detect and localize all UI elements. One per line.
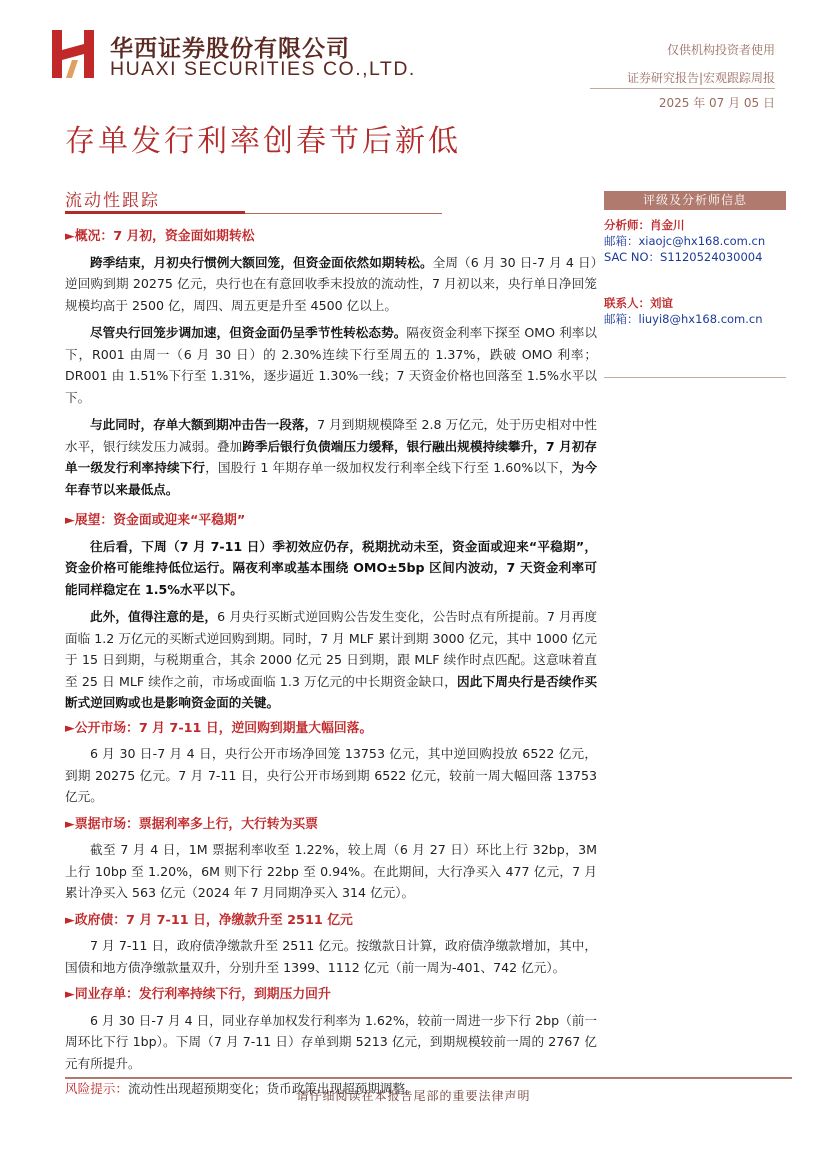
subtitle-rule bbox=[245, 213, 442, 214]
section-title-open-market: ►公开市场：7 月 7-11 日，逆回购到期量大幅回落。 bbox=[65, 720, 373, 736]
paragraph: 6 月 30 日-7 月 4 日，央行公开市场净回笼 13753 亿元，其中逆回购投放 6522 亿元，到期 20275 亿元。7 月 7-11 日，央行公开市场到期 6522 亿元，较前一周大幅回落 13753 亿元。 bbox=[65, 746, 597, 804]
footer-disclaimer: 请仔细阅读在本报告尾部的重要法律声明 bbox=[296, 1089, 531, 1103]
section-title-bill-market: ►票据市场：票据利率多上行，大行转为买票 bbox=[65, 816, 318, 832]
risk-warning: 风险提示：流动性出现超预期变化；货币政策出现超预期调整。 bbox=[65, 1081, 418, 1096]
analyst-email[interactable]: 邮箱：xiaojc@hx168.com.cn bbox=[604, 234, 766, 248]
paragraph: 截至 7 月 4 日，1M 票据利率收至 1.22%，较上周（6 月 27 日）环比上行 32bp，3M 上行 10bp 至 1.20%，6M 则下行 22bp 至 0.94%。在此期间，大行净买入 477 亿元，7 月累计净买入 563 亿元（2024 年 7 月同期净买入 314 亿元）。 bbox=[65, 842, 597, 900]
paragraph: 尽管央行回笼步调加速，但资金面仍呈季节性转松态势。隔夜资金利率下探至 OMO 利率以下，R001 由周一（6 月 30 日）的 2.30%连续下行至周五的 1.37%，跌破 OMO 利率；DR001 由 1.51%下行至 1.31%，逐步逼近 1.30%一线；7 天资金价格也回落至 1.5%水平以下。 bbox=[65, 325, 598, 405]
analyst-name: 分析师：肖金川 bbox=[604, 218, 685, 232]
section-title-outlook: ►展望：资金面或迎来“平稳期” bbox=[65, 513, 246, 528]
report-body bbox=[65, 226, 597, 1100]
contact-email[interactable]: 邮箱：liuyi8@hx168.com.cn bbox=[604, 312, 763, 326]
report-date: 2025 年 07 月 05 日 bbox=[658, 96, 775, 110]
page-title: 存单发行利率创春节后新低 bbox=[65, 124, 461, 159]
paragraph: 往后看，下周（7 月 7-11 日）季初效应仍存，税期扰动未至，资金面或迎来“平稳期”，资金价格可能维持低位运行。隔夜利率或基本围绕 OMO±5bp 区间内波动，7 天资金利率可能同样稳定在 1.5%水平以下。 bbox=[65, 538, 597, 597]
paragraph: 此外，值得注意的是，6 月央行买断式逆回购公告发生变化，公告时点有所提前。7 月再度面临 1.2 万亿元的买断式逆回购到期。同时，7 月 MLF 累计到期 3000 亿元，其中 1000 亿元于 15 日到期，与税期重合，其余 2000 亿元 25 日到期，跟 MLF 续作时点匹配。这意味着直至 25 日 MLF 续作之前，市场或面临 1.3 万亿元的中长期资金缺口，因此下周央行是否续作买断式逆回购或也是影响资金面的关键。 bbox=[65, 609, 598, 710]
analyst-panel-rule bbox=[604, 377, 786, 378]
company-name-en: HUAXI SECURITIES CO.,LTD. bbox=[110, 58, 416, 80]
subtitle-underline bbox=[65, 211, 245, 214]
paragraph: 与此同时，存单大额到期冲击告一段落，7 月到期规模降至 2.8 万亿元，处于历史相对中性水平，银行续发压力减弱。叠加跨季后银行负债端压力缓释，银行融出规模持续攀升，7 月初存单一级发行利率持续下行，国股行 1 年期存单一级加权发行利率全线下行至 1.60%以下，为今年春节以来最低点。 bbox=[65, 417, 598, 497]
section-title-overview: ►概况：7 月初，资金面如期转松 bbox=[65, 229, 255, 244]
page-subtitle: 流动性跟踪 bbox=[65, 191, 160, 211]
contact-name: 联系人：刘谊 bbox=[604, 296, 673, 310]
header-divider bbox=[590, 88, 775, 89]
footer-rule bbox=[65, 1077, 792, 1079]
analyst-sac-number: SAC NO：S1120524030004 bbox=[604, 250, 763, 264]
analyst-panel bbox=[604, 191, 786, 327]
analyst-panel-heading: 评级及分析师信息 bbox=[604, 191, 786, 210]
paragraph: 7 月 7-11 日，政府债净缴款升至 2511 亿元。按缴款日计算，政府债净缴款增加，其中，国债和地方债净缴款量双升，分别升至 1399、1112 亿元（前一周为-401、742 亿元）。 bbox=[65, 938, 597, 975]
report-type: 证券研究报告|宏观跟踪周报 bbox=[626, 71, 775, 85]
audience-note: 仅供机构投资者使用 bbox=[666, 43, 775, 57]
section-title-ncd: ►同业存单：发行利率持续下行，到期压力回升 bbox=[65, 987, 331, 1002]
paragraph: 6 月 30 日-7 月 4 日，同业存单加权发行利率为 1.62%，较前一周进一步下行 2bp（前一周环比下行 1bp）。下周（7 月 7-11 日）存单到期 5213 亿元，到期规模较前一周的 2767 亿元有所提升。 bbox=[65, 1012, 597, 1071]
company-name-cn: 华西证券股份有限公司 bbox=[110, 35, 350, 62]
paragraph: 跨季结束，月初央行惯例大额回笼，但资金面依然如期转松。全周（6 月 30 日-7 月 4 日）逆回购到期 20275 亿元，央行也在有意回收季末投放的流动性，7 月初以来，央行单日净回笼规模均高于 2500 亿，周四、周五更是升至 4500 亿以上。 bbox=[65, 254, 598, 313]
huaxi-logo-icon bbox=[52, 30, 94, 78]
section-title-gov-bonds: ►政府债：7 月 7-11 日，净缴款升至 2511 亿元 bbox=[65, 912, 353, 928]
